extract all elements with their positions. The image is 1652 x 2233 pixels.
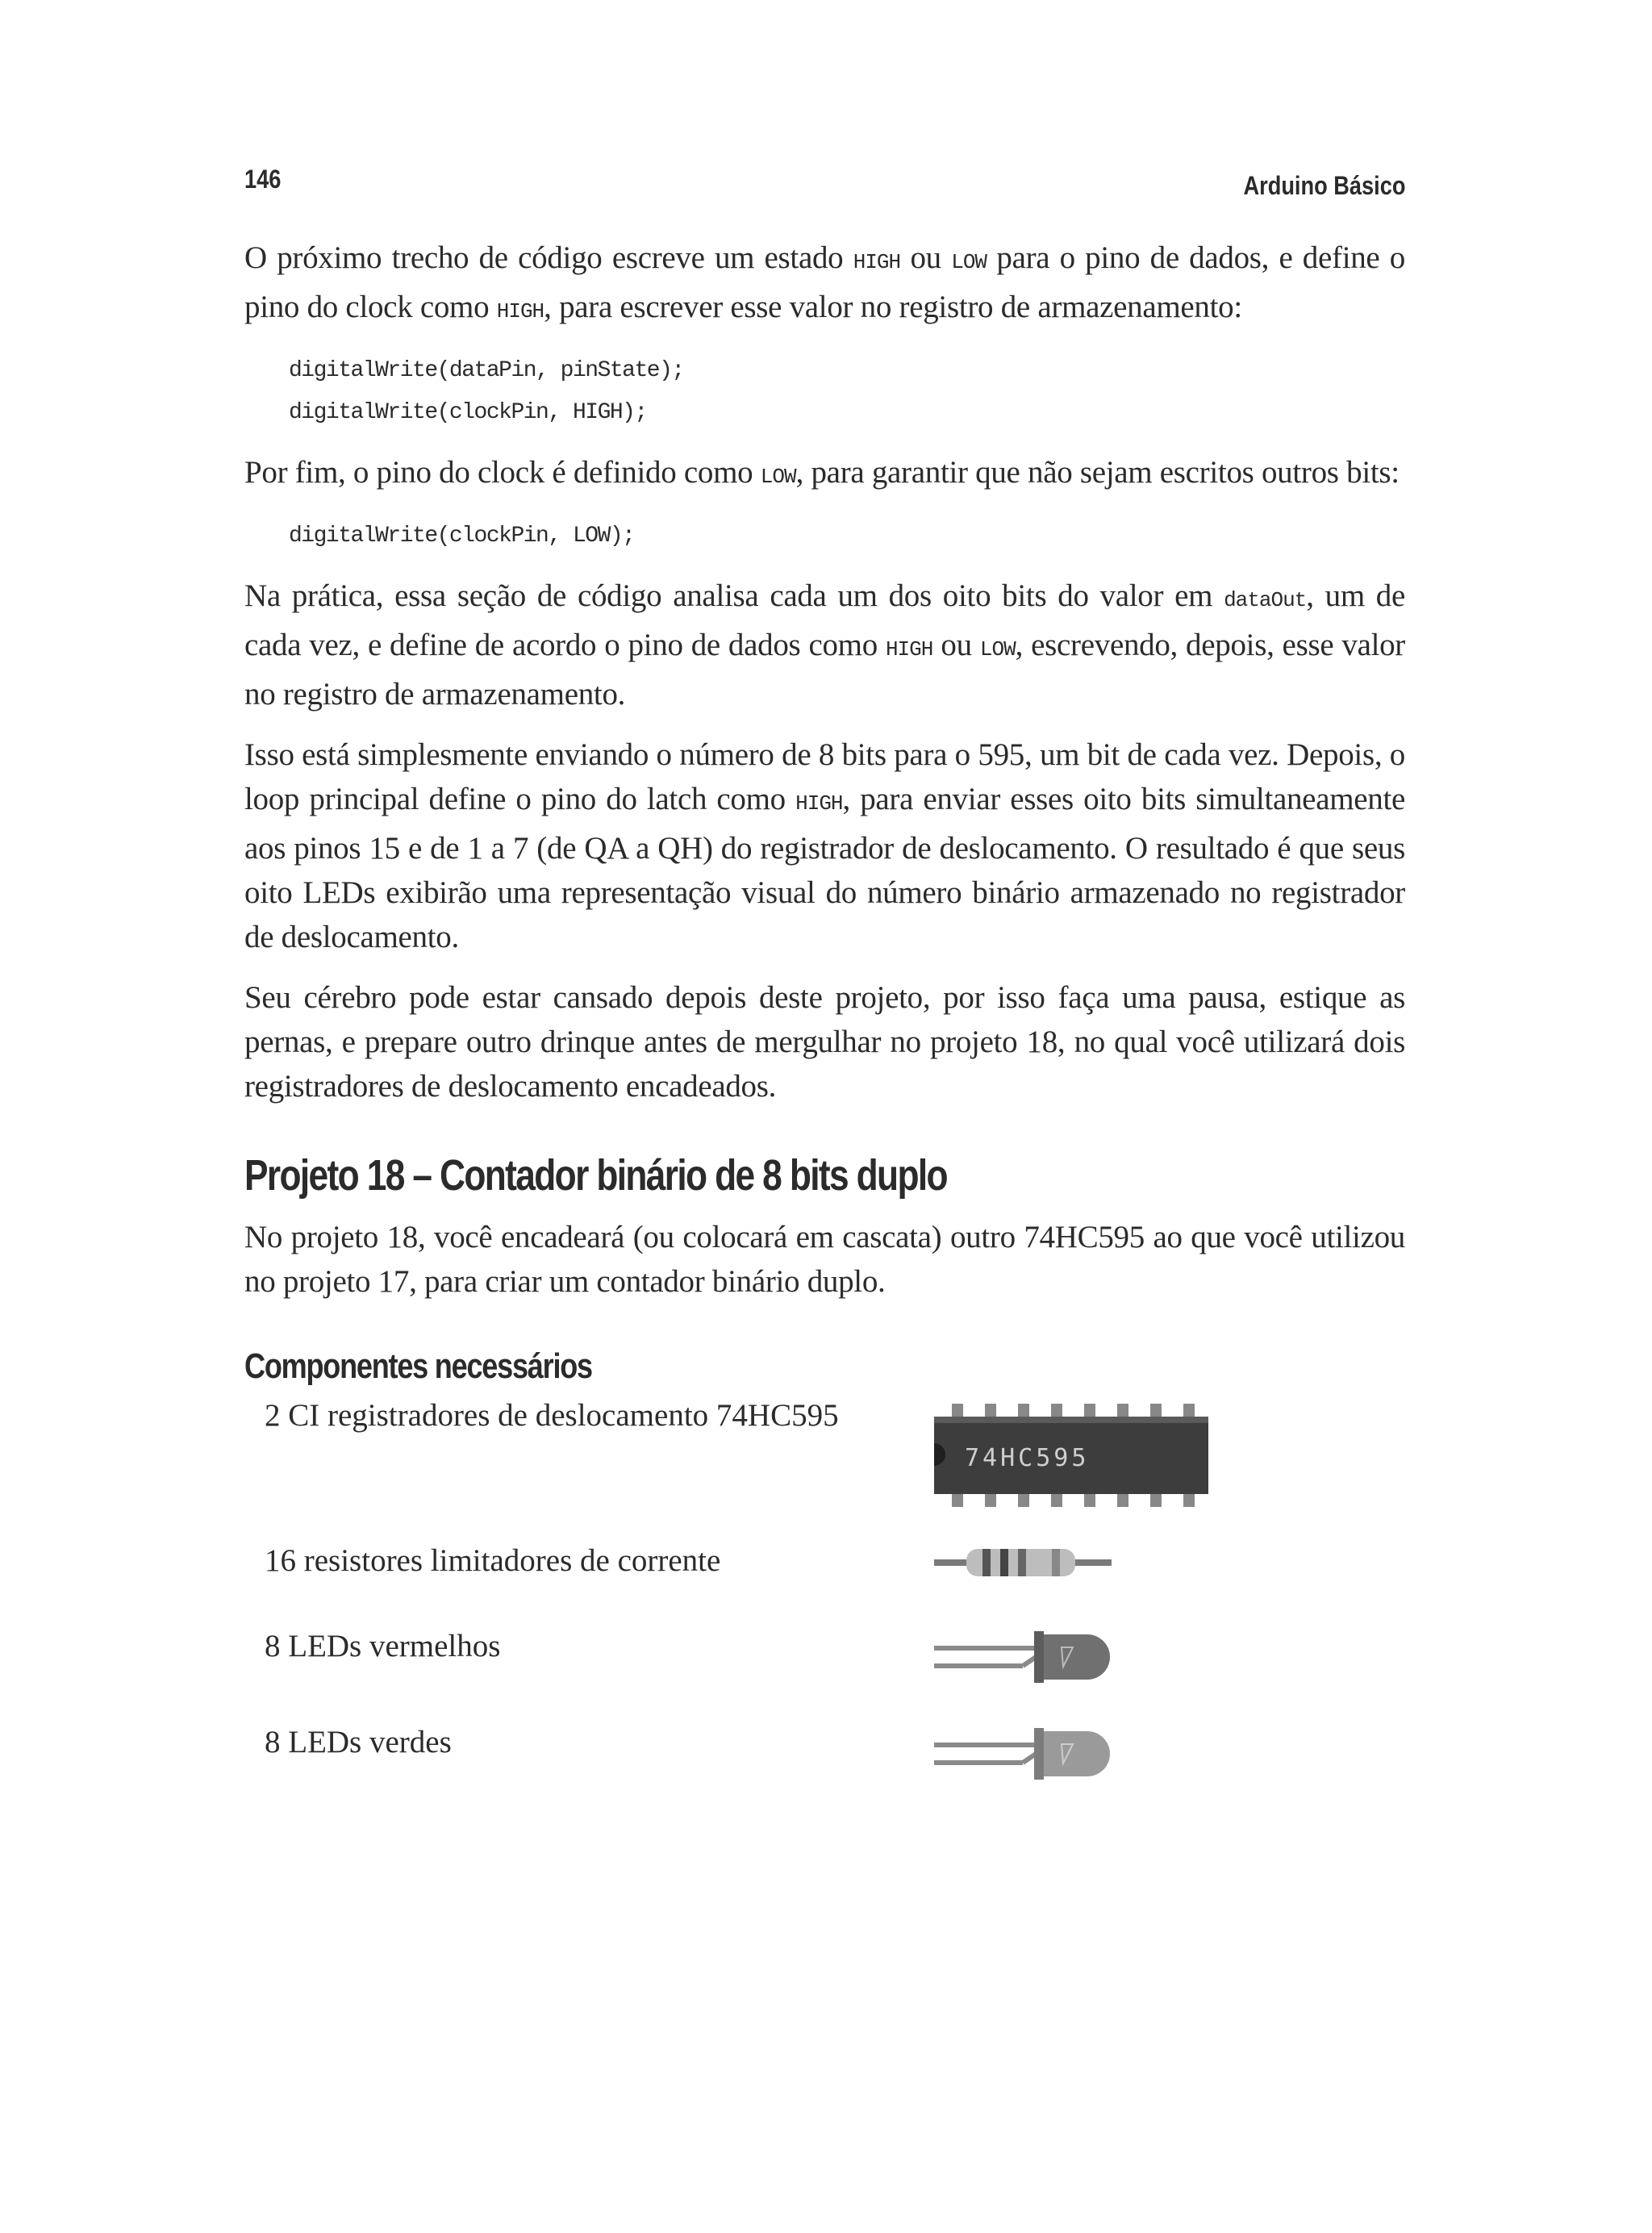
chip-label: 74HC595 — [965, 1444, 1090, 1472]
page-content — [244, 236, 1405, 1799]
led-icon — [934, 1628, 1112, 1684]
text: ou — [900, 240, 952, 275]
section-intro: No projeto 18, você encadeará (ou colocará em cascata) outro 74HC595 ao que você utilizou no projeto 17, para criar um contador binário duplo. — [244, 1220, 1405, 1299]
text: , para enviar esses oito bits simultaneamente aos pinos 15 e de 1 a 7 (de QA a QH) do registrador de deslocamento. O resultado é que seus oito LEDs exibirão uma representação visual do número binário armazenado no registrador de deslocamento. — [244, 782, 1405, 954]
code-block: digitalWrite(dataPin, pinState); digitalWrite(clockPin, HIGH); — [289, 358, 684, 425]
text: Isso está simplesmente enviando o número de 8 bits para o 595, um bit de cada vez. Depois, o loop principal define o pino do latch como — [244, 737, 1405, 816]
paragraph — [244, 236, 1405, 334]
component-label: 16 resistores limitadores de corrente — [265, 1543, 721, 1578]
text: , um de cada vez, e define de acordo o pino de dados como — [244, 578, 1406, 662]
page-number: 146 — [244, 165, 282, 194]
text: O próximo trecho de código escreve um estado — [244, 240, 853, 275]
inline-code: HIGH — [496, 299, 544, 323]
text: , para garantir que não sejam escritos outros bits: — [795, 455, 1400, 490]
resistor-icon — [934, 1542, 1112, 1583]
text: , para escrever esse valor no registro de armazenamento: — [544, 290, 1242, 324]
led-icon — [934, 1725, 1112, 1781]
inline-code: HIGH — [795, 791, 843, 816]
code-block: digitalWrite(clockPin, LOW); — [289, 524, 635, 549]
ic-chip-icon — [934, 1399, 1208, 1512]
text: , escrevendo, depois, esse valor no registro de armazenamento. — [244, 628, 1405, 712]
components-heading: Componentes necessários — [244, 1346, 592, 1386]
inline-code: HIGH — [853, 250, 901, 274]
text: para o pino de dados, e define o pino do clock como — [244, 240, 1405, 324]
components-list — [244, 1396, 1405, 1799]
paragraph — [244, 574, 1405, 716]
running-head: Arduino Básico — [1243, 171, 1405, 200]
text: ou — [932, 628, 980, 662]
paragraph: Seu cérebro pode estar cansado depois deste projeto, por isso faça uma pausa, estique as pernas, e prepare outro drinque antes de mergulhar no projeto 18, no qual você utilizará dois registradores de deslocamento encadeados. — [244, 980, 1405, 1104]
inline-code: LOW — [979, 637, 1016, 662]
component-label: 8 LEDs verdes — [265, 1725, 452, 1759]
inline-code: LOW — [951, 250, 987, 274]
text: Na prática, essa seção de código analisa cada um dos oito bits do valor em — [244, 578, 1224, 613]
section-heading: Projeto 18 – Contador binário de 8 bits duplo — [244, 1151, 947, 1200]
paragraph — [244, 450, 1405, 499]
component-label: 2 CI registradores de deslocamento 74HC595 — [265, 1398, 839, 1433]
text: Por fim, o pino do clock é definido como — [244, 455, 761, 490]
component-label: 8 LEDs vermelhos — [265, 1629, 501, 1663]
inline-code: dataOut — [1224, 588, 1307, 612]
inline-code: LOW — [760, 465, 796, 489]
paragraph — [244, 733, 1405, 959]
inline-code: HIGH — [885, 637, 933, 662]
